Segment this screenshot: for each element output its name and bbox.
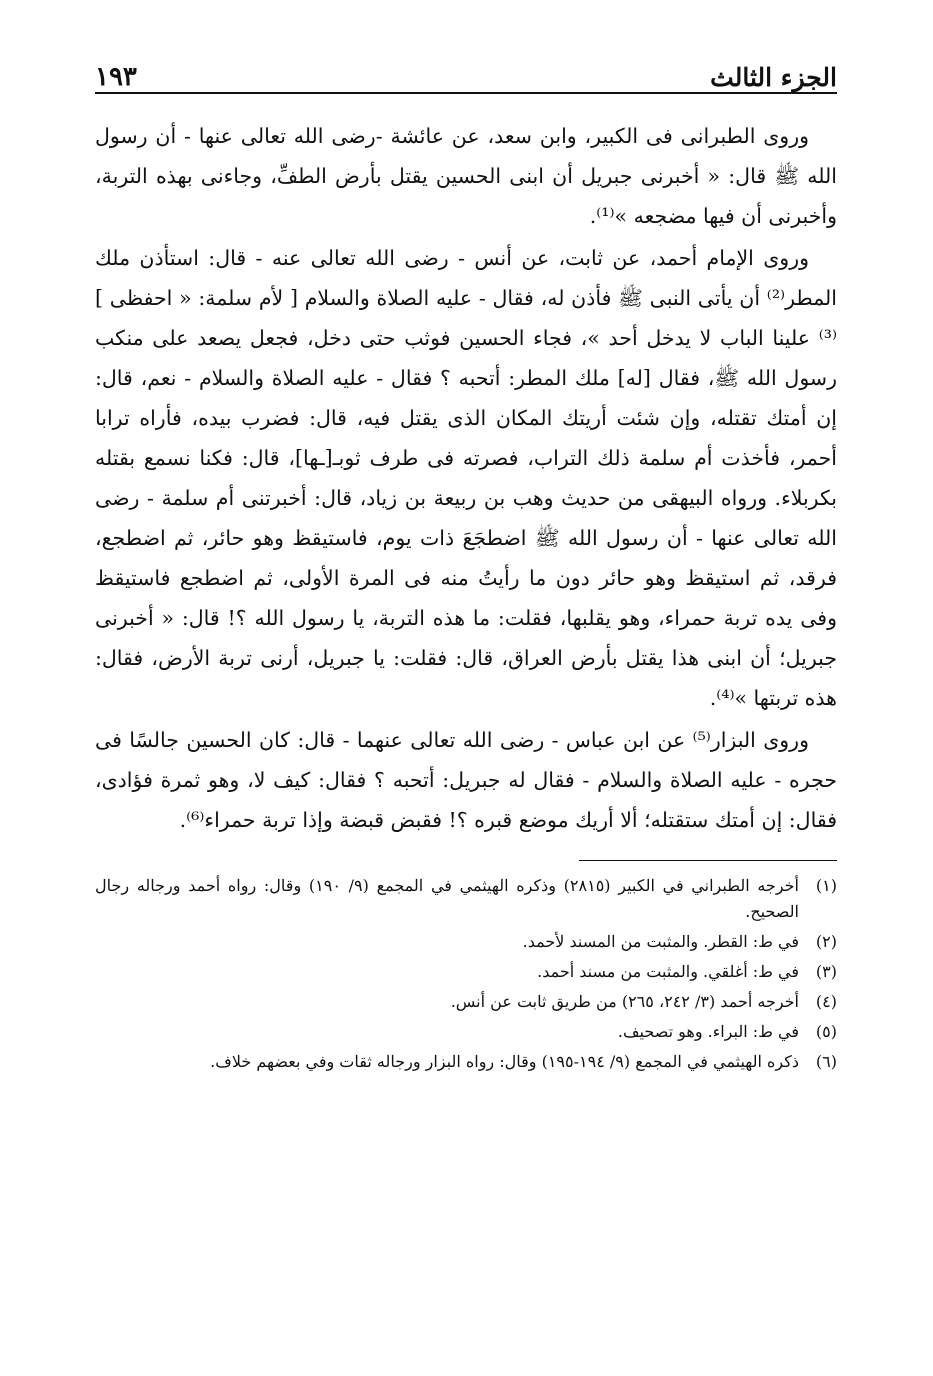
footnote-text: في ط: أغلقي. والمثبت من مسند أحمد. [537, 962, 799, 981]
running-header [95, 52, 837, 94]
footnote-number: (٤) [815, 992, 837, 1011]
paragraph: وروى الطبرانى فى الكبير، وابن سعد، عن عائشة -رضى الله تعالى عنها - أن رسول الله ﷺ قال: « أخبرنى جبريل أن ابنى الحسين يقتل بأرض الطفِّ، وجاءنى بهذه التربة، وأخبرنى أن فيها مضجعه »⁽¹⁾. [95, 124, 837, 228]
footnote-number: (٢) [815, 932, 837, 951]
footnote [95, 959, 837, 985]
footnote-number: (٣) [815, 962, 837, 981]
book-page [95, 52, 837, 1079]
paragraph: وروى الإمام أحمد، عن ثابت، عن أنس - رضى الله تعالى عنه - قال: استأذن ملك المطر⁽²⁾ أن يأتى النبى ﷺ فأذن له، فقال - عليه الصلاة والسلام [ لأم سلمة: « احفظى ]⁽³⁾ علينا الباب لا يدخل أحد »، فجاء الحسين فوثب حتى دخل، فجعل يصعد على منكب رسول الله ﷺ، فقال [له] ملك المطر: أتحبه ؟ فقال - عليه الصلاة والسلام - نعم، قال: إن أمتك تقتله، وإن شئت أريتك المكان الذى يقتل فيه، قال: فضرب بيده، فأراه ترابا أحمر، فأخذت أم سلمة ذلك التراب، فصرته فى طرف ثوبـ[ـها]، قال: فكنا نسمع بقتله بكربلاء. ورواه البيهقى من حديث وهب بن ربيعة بن زياد، قال: أخبرتنى أم سلمة - رضى الله تعالى عنها - أن رسول الله ﷺ اضطجَعَ ذات يوم، فاستيقظ وهو حائر، ثم اضطجع، فرقد، ثم استيقظ وهو حائر دون ما رأيتُ منه فى المرة الأولى، ثم اضطجع فاستيقظ وفى يده تربة حمراء، وهو يقلبها، فقلت: ما هذه التربة، يا رسول الله ؟! قال: « أخبرنى جبريل؛ أن ابنى هذا يقتل بأرض العراق، قال: فقلت: يا جبريل، أرنى تربة الأرض، فقال: هذه تربتها »⁽⁴⁾. [95, 246, 837, 710]
footnote [95, 873, 837, 925]
footnote-number: (٦) [815, 1052, 837, 1071]
page-number: ١٩٣ [95, 62, 137, 92]
footnote-text: أخرجه الطبراني في الكبير (٢٨١٥) وذكره الهيثمي في المجمع (٩/ ١٩٠) وقال: رواه أحمد ورجاله رجال الصحيح. [95, 876, 799, 921]
footnotes [95, 873, 837, 1075]
footnote [95, 1019, 837, 1045]
footnote-text: في ط: القطر. والمثبت من المسند لأحمد. [522, 932, 799, 951]
header-title: الجزء الثالث [710, 63, 837, 92]
footnote [95, 1049, 837, 1075]
footnote [95, 989, 837, 1015]
footnote-text: في ط: البراء. وهو تصحيف. [617, 1022, 799, 1041]
footnote-text: أخرجه أحمد (٣/ ٢٤٢، ٢٦٥) من طريق ثابت عن أنس. [450, 992, 799, 1011]
footnote-text: ذكره الهيثمي في المجمع (٩/ ١٩٤-١٩٥) وقال: رواه البزار ورجاله ثقات وفي بعضهم خلاف. [210, 1052, 799, 1071]
footnote-number: (٥) [815, 1022, 837, 1041]
footnote [95, 929, 837, 955]
main-text [95, 116, 837, 840]
footnote-separator [579, 860, 837, 861]
footnote-number: (١) [815, 876, 837, 895]
paragraph: وروى البزار⁽⁵⁾ عن ابن عباس - رضى الله تعالى عنهما - قال: كان الحسين جالسًا فى حجره - عليه الصلاة والسلام - فقال له جبريل: أتحبه ؟ فقال: كيف لا، وهو ثمرة فؤادى، فقال: إن أمتك ستقتله؛ ألا أريك موضع قبره ؟! فقبض قبضة وإذا تربة حمراء⁽⁶⁾. [95, 728, 837, 832]
